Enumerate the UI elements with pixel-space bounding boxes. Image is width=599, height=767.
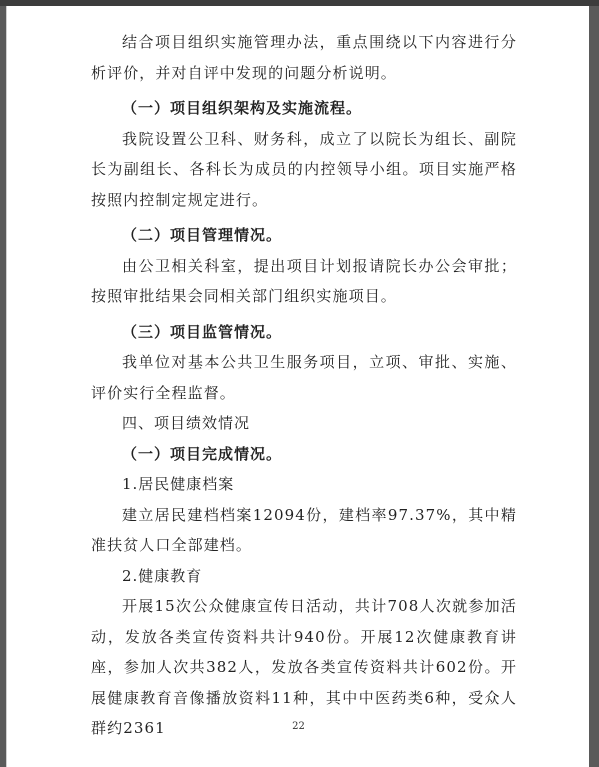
paragraph-org-structure: 我院设置公卫科、财务科，成立了以院长为组长、副院长为副组长、各科长为成员的内控领导小组。项目实施严格按照内控制定规定进行。: [91, 129, 517, 209]
heading-completion: （一）项目完成情况。: [122, 444, 283, 463]
heading-org-structure: （一）项目组织架构及实施流程。: [122, 99, 363, 117]
page-number: 22: [292, 721, 305, 732]
paragraph-supervision: 我单位对基本公共卫生服务项目，立项、审批、实施、评价实行全程监督。: [91, 353, 517, 402]
subheading-health-education: 2.健康教育: [122, 566, 203, 585]
subheading-health-records: 1.居民健康档案: [122, 475, 235, 493]
paragraph-management: 由公卫相关科室，提出项目计划报请院长办公会审批；按照审批结果会同相关部门组织实施项目。: [91, 256, 517, 305]
page-content: [91, 27, 517, 744]
paragraph-health-education: 开展15次公众健康宣传日活动，共计708人次就参加活动，发放各类宣传资料共计940份。开展12次健康教育讲座，参加人次共382人，发放各类宣传资料共计602份。开展健康教育音像播放资料11种，其中中医药类6种，受众人群约2361: [91, 597, 517, 737]
heading-supervision: （三）项目监管情况。: [122, 322, 283, 341]
document-page: [6, 6, 589, 767]
paragraph-health-records: 建立居民建档档案12094份，建档率97.37%，其中精准扶贫人口全部建档。: [91, 505, 517, 554]
heading-management: （二）项目管理情况。: [122, 226, 283, 244]
paragraph-intro: 结合项目组织实施管理办法，重点围绕以下内容进行分析评价，并对自评中发现的问题分析说明。: [91, 33, 517, 82]
viewer-right-margin: [589, 6, 599, 767]
section-title-performance: 四、项目绩效情况: [122, 414, 251, 432]
